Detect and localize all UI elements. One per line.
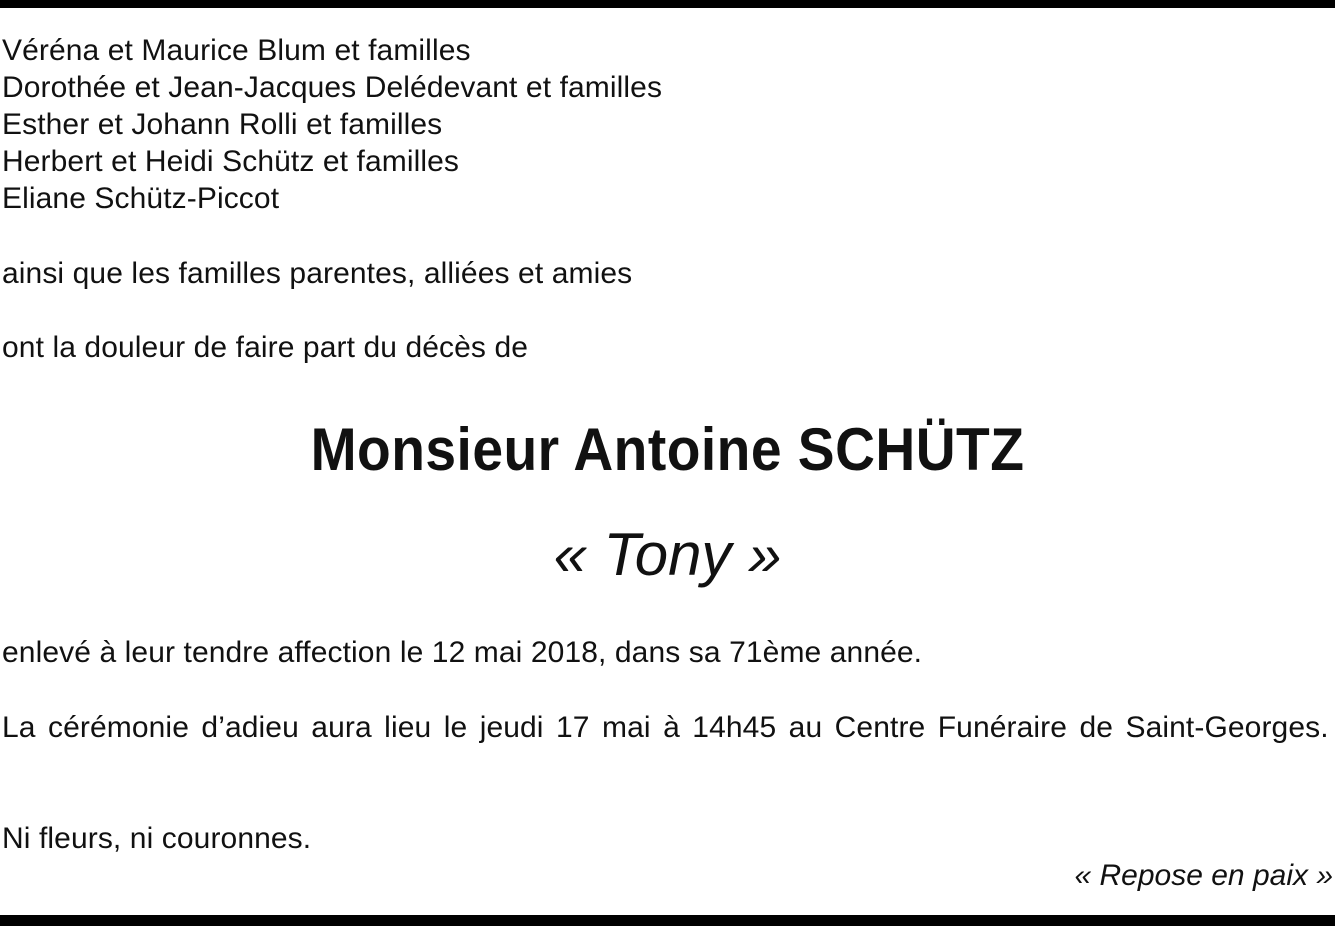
ceremony-notice: La cérémonie d’adieu aura lieu le jeudi 17 mai à 14h45 au Centre Funéraire de Saint-Georges. [2,711,1329,744]
deceased-nickname: « Tony » [553,521,782,588]
allies-line: ainsi que les familles parentes, alliées et amies [2,257,633,290]
family-list [2,32,1333,217]
family-line: Véréna et Maurice Blum et familles [2,34,471,67]
top-border-rule [0,0,1335,8]
closing-phrase: « Repose en paix » [1074,859,1333,892]
bottom-border-rule [0,915,1335,926]
announcement-line: ont la douleur de faire part du décès de [2,331,529,364]
family-line: Esther et Johann Rolli et familles [2,108,443,141]
family-line: Eliane Schütz-Piccot [2,182,280,215]
flowers-notice: Ni fleurs, ni couronnes. [2,822,312,855]
family-line: Herbert et Heidi Schütz et familles [2,145,460,178]
family-line: Dorothée et Jean-Jacques Delédevant et familles [2,71,663,104]
death-notice: enlevé à leur tendre affection le 12 mai 2018, dans sa 71ème année. [2,636,923,669]
deceased-name: Monsieur Antoine SCHÜTZ [310,416,1025,483]
